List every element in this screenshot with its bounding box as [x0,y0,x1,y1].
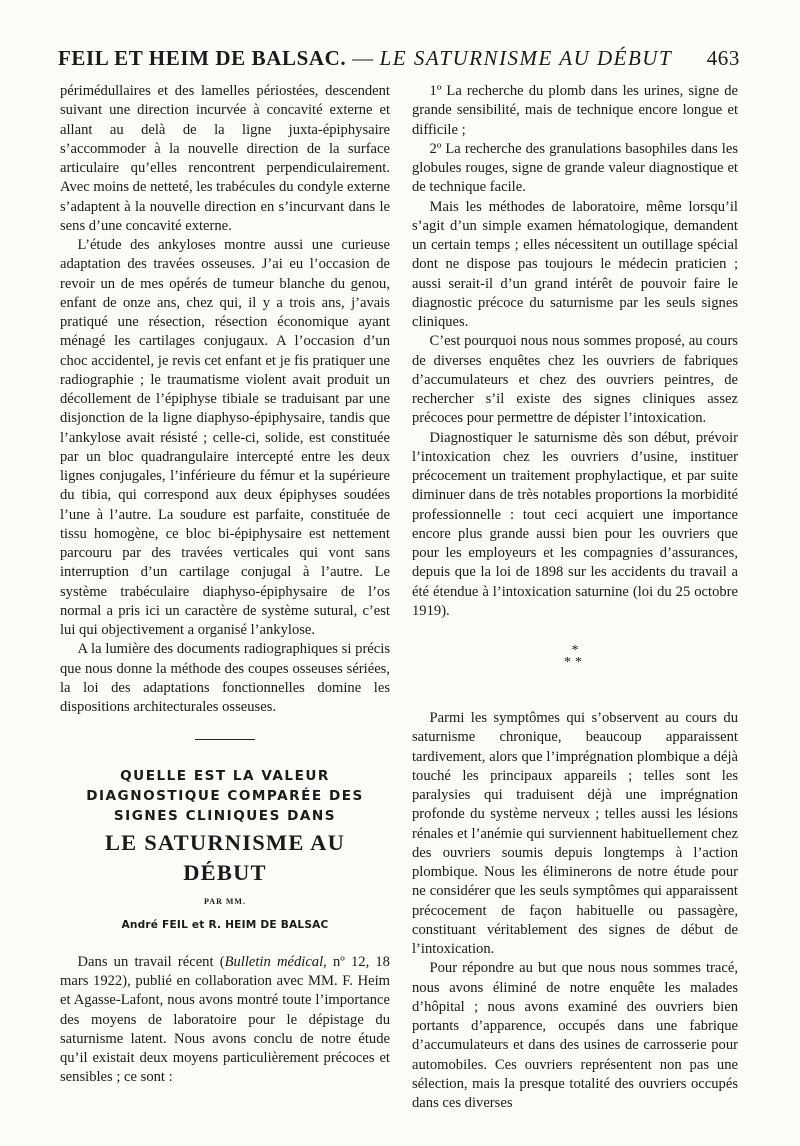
section-title-line-3: SIGNES CLINIQUES DANS [113,808,337,825]
right-paragraph-2: C’est pourquoi nous nous sommes proposé, au cours de diverses enquêtes chez les ouvriers de fabriques d’accumulateurs et chez des ouvriers peintres, de rechercher s’il existe des signes cliniques assez précoces pour permettre de dépister l’intoxication. [412,333,738,427]
right-paragraph-5: Pour répondre au but que nous nous sommes tracé, nous avons éliminé de notre enquête les malades d’hôpital ; nous avons examiné des ouvriers bien portants d’apparence, occupés dans une fabrique d’accumulateurs et dans des usines de carrosserie pour automobiles. Ces ouvriers représentent non pas une sélection, mais la presque totalité des ouvriers occupés dans ces diverses [412,960,738,1111]
header-run [58,46,672,71]
section-title-line-2: DIAGNOSTIQUE COMPARÉE DES [86,788,364,805]
page-number: 463 [706,46,740,70]
p4-part-a: Dans un travail récent ( [77,953,225,970]
list-item-1: 1º La recherche du plomb dans les urines, signe de grande sensibilité, mais de technique encore longue et difficile ; [412,83,738,138]
left-paragraph-1: périmédullaires et des lamelles périostées, descendent suivant une direction incurvée à concavité externe et allant au delà de la ligne juxta-épiphysaire s’accommoder à la nouvelle direction de la surface articulaire qu’elles rencontrent perpendiculairement. Avec moins de netteté, les trabécules du condyle externe s’adaptent à la nouvelle direction en s’incurvant dans le sens d’une concavité externe. [60,83,390,234]
header-dash: — [352,46,374,70]
right-paragraph-3: Diagnostiquer le saturnisme dès son début, prévoir l’intoxication chez les ouvriers d’usine, instituer précocement un traitement prophylactique, et par suite diminuer dans de très notables proportions la morbidité professionnelle : tout ceci acquiert une importance encore plus grande aussi bien pour les ouvriers que pour les employeurs et les compagnies d’assurances, depuis que la loi de 1898 sur les accidents du travail a été étendue à l’intoxication saturnine (loi du 25 octobre 1919). [412,429,738,619]
section-separator [195,739,255,740]
journal-title: Bulletin médical [224,953,324,970]
right-column [412,82,738,1113]
right-paragraph-1: Mais les méthodes de laboratoire, même lorsqu’il s’agit d’un simple examen hématologique, demandent un certain temps ; elles nécessitent un outillage spécial dont ne dispose pas toujours le médecin praticien ; aussi serait-il d’un grand intérêt de pouvoir faire le diagnostic précoce du saturnisme par les seuls signes cliniques. [412,198,738,330]
left-paragraph-2: L’étude des ankyloses montre aussi une curieuse adaptation des travées osseuses. J’ai eu l’occasion de revoir un de mes opérés de tumeur blanche du genou, enfant de onze ans, chez qui, il y a trois ans, j’avais pratiqué une résection, résection économique ayant ménagé les cartilages conjugaux. A l’occasion d’un choc accidentel, je revis cet enfant et je fis pratiquer une radiographie ; le traumatisme violent avait produit un décollement de l’épiphyse tibiale se traduisant par une disjonction de la ligne diaphyso-épiphysaire, tandis que l’ankylose avait résisté ; celle-ci, solide, est constituée par un bloc quadrangulaire intercepté entre les deux lignes conjugales, l’inférieure du fémur et la supérieure du tibia, qui correspond aux deux épiphyses soudées l’une à l’autre. La soudure est parfaite, constituée de tissu homogène, ce bloc bi-épiphysaire est nettement parcouru par des travées verticales qui vont sans interruption d’un cartilage conjugal à l’autre. Le système trabéculaire diaphyso-épiphysaire de l’os normal a pris ici un caractère de système sutural, c’est lui qui objectivement a organisé l’ankylose. [60,237,390,638]
asterism-top: * [571,643,579,658]
left-paragraph-4 [60,953,390,1088]
p4-part-b: , nº 12, 18 mars 1922), publié en collaboration avec MM. F. Heim et Agasse-Lafont, nous avons montré toute l’importance des moyens de laboratoire pour le dépistage du saturnisme latent. Nous avons conclu de notre étude qu’il existait deux moyens particulièrement précoces et sensibles ; ce sont : [60,953,390,1086]
asterism-divider [412,645,738,669]
section-title-line-1: QUELLE EST LA VALEUR [120,768,330,785]
left-paragraph-3: A la lumière des documents radiographiques si précis que nous donne la méthode des coupes osseuses sériées, la loi des adaptations fonctionnelles domine les dispositions architecturales osseuses. [60,641,390,715]
list-item-2: 2º La recherche des granulations basophiles dans les globules rouges, signe de grande valeur diagnostique et de technique facile. [412,140,738,196]
asterism-bottom: ** [564,655,586,670]
left-column [60,82,390,1088]
header-authors: FEIL ET HEIM DE BALSAC. [58,46,347,70]
right-paragraph-4: Parmi les symptômes qui s’observent au cours du saturnisme chronique, beaucoup apparaissent tardivement, alors que l’imprégnation plombique a déjà touché les principaux appareils ; telles sont les paralysies qui traduisent déjà une imprégnation profonde du système nerveux ; telles aussi les lésions rénales et l’anémie qui surviennent habituellement chez des ouvriers soumis depuis longtemps à l’action plombique. Nous les éliminerons de notre étude pour ne considérer que les seuls symptômes qui apparaissent précocement de façon habituelle ou passagère, constituant véritablement des signes de début de l’intoxication. [412,710,738,957]
running-header [58,46,740,76]
section-title-main: LE SATURNISME AU DÉBUT [104,830,346,886]
header-title: LE SATURNISME AU DÉBUT [379,46,673,70]
article-authors: André FEIL et R. HEIM DE BALSAC [121,918,329,931]
byline-par: PAR MM. [204,897,246,907]
